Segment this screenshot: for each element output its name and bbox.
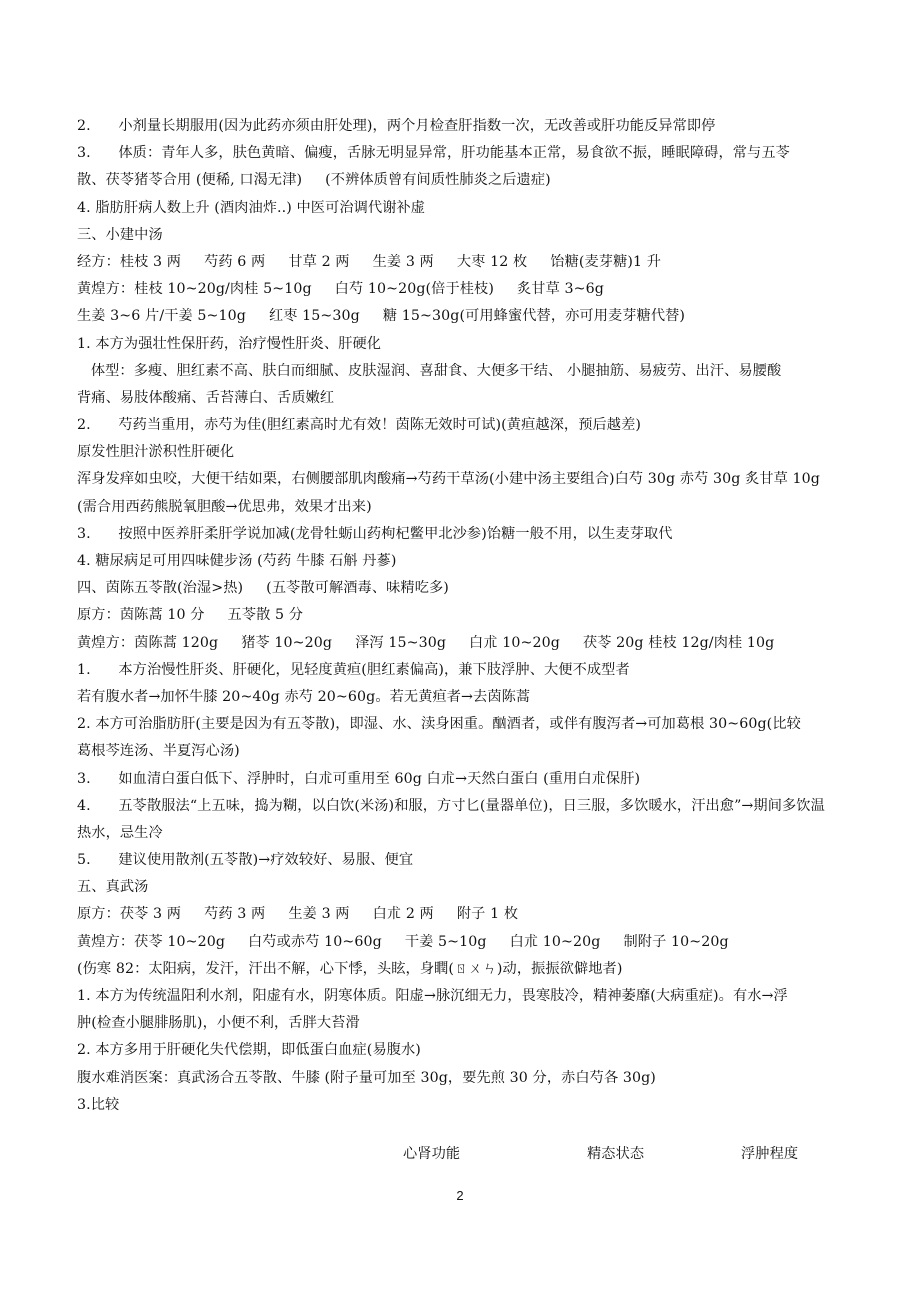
document-body	[77, 113, 867, 1119]
text-line: 热水，忌生冷	[77, 824, 163, 841]
text-line: 2. 本方多用于肝硬化失代偿期，即低蛋白血症(易腹水)	[77, 1042, 421, 1059]
text-line: 3. 按照中医养肝柔肝学说加减(龙骨牡蛎山药枸杞鳖甲北沙参)饴糖一般不用，以生麦芽取代	[77, 525, 673, 542]
text-line: 浑身发痒如虫咬，大便干结如栗，右侧腰部肌肉酸痛→芍药干草汤(小建中汤主要组合)白芍 30g 赤芍 30g 炙甘草 10g	[77, 471, 820, 488]
text-line: 黄煌方：桂枝 10~20g/肉桂 5~10g 白芍 10~20g(倍于桂枝) 炙甘草 3~6g	[77, 281, 604, 298]
text-line: 3. 如血清白蛋白低下、浮肿时，白朮可重用至 60g 白朮→天然白蛋白 (重用白朮保肝)	[77, 770, 641, 787]
text-line: (需合用西药熊脱氧胆酸→优思弗，效果才出来)	[77, 498, 372, 515]
text-line: 3. 体质：青年人多，肤色黄暗、偏瘦，舌脉无明显异常，肝功能基本正常，易食欲不振，睡眠障碍，常与五苓	[77, 145, 790, 162]
text-line: 三、小建中汤	[77, 226, 163, 243]
text-line: 体型：多瘦、胆红素不高、肤白而细腻、皮肤湿润、喜甜食、大便多干结、 小腿抽筋、易疲劳、出汗、易腰酸	[77, 362, 782, 379]
text-line: 2. 本方可治脂肪肝(主要是因为有五苓散)，即湿、水、渎身困重。酗酒者，或伴有腹泻者→可加葛根 30~60g(比较	[77, 716, 801, 733]
text-line: 肿(检查小腿腓肠肌)，小便不利，舌胖大苔滑	[77, 1015, 360, 1032]
text-line: 2. 芍药当重用，赤芍为佳(胆红素高时尤有效！茵陈无效时可试)(黄疸越深，预后越差)	[77, 417, 642, 434]
text-line: 4. 五苓散服法“上五味，捣为糊，以白饮(米汤)和服，方寸匕(量器单位)，日三服，多饮暖水，汗出愈”→期间多饮温	[77, 797, 825, 814]
text-line: 黄煌方：茵陈蒿 120g 猪苓 10~20g 泽泻 15~30g 白朮 10~20g 茯苓 20g 桂枝 12g/肉桂 10g	[77, 634, 775, 651]
text-line: 背痛、易肢体酸痛、舌苔薄白、舌质嫩红	[77, 389, 335, 406]
column-header-edema-degree: 浮肿程度	[741, 1146, 799, 1162]
text-line: 2. 小剂量长期服用(因为此药亦须由肝处理)，两个月检查肝指数一次，无改善或肝功能反异常即停	[77, 118, 716, 134]
text-line: 原发性胆汁淤积性肝硬化	[77, 444, 235, 461]
text-line: 经方：桂枝 3 两 芍药 6 两 甘草 2 两 生姜 3 两 大枣 12 枚 饴糖(麦芽糖)1 升	[77, 253, 662, 270]
text-line: 若有腹水者→加怀牛膝 20~40g 赤芍 20~60g。若无黄疸者→去茵陈蒿	[77, 688, 531, 705]
text-line: 1. 本方为强壮性保肝药，治疗慢性肝炎、肝硬化	[77, 335, 382, 352]
text-line: 四、茵陈五苓散(治湿>热) (五苓散可解酒毒、味精吃多)	[77, 580, 449, 597]
text-line: 散、茯苓猪苓合用 (便稀, 口渴无津) (不辨体质曾有间质性肺炎之后遗症)	[77, 172, 551, 189]
text-line: 黄煌方：茯苓 10~20g 白芍或赤芍 10~60g 干姜 5~10g 白朮 10~20g 制附子 10~20g	[77, 933, 729, 950]
comparison-table-header	[0, 1143, 920, 1167]
text-line: 生姜 3~6 片/干姜 5~10g 红枣 15~30g 糖 15~30g(可用蜂蜜代替，亦可用麦芽糖代替)	[77, 308, 686, 325]
text-line: 原方：茯苓 3 两 芍药 3 两 生姜 3 两 白朮 2 两 附子 1 枚	[77, 906, 519, 923]
text-line: 1. 本方为传统温阳利水剂，阳虚有水，阴寒体质。阳虚→脉沉细无力，畏寒肢冷，精神萎靡(大病重症)。有水→浮	[77, 988, 788, 1004]
text-line: (伤寒 82：太阳病，发汗，汗出不解，心下悸，头眩，身瞤(ㄖㄨㄣ)动，振振欲僻地者)	[77, 960, 623, 977]
text-line: 3.比较	[77, 1096, 120, 1113]
text-line: 5. 建议使用散剂(五苓散)→疗效较好、易服、便宜	[77, 852, 414, 869]
text-line: 五、真武汤	[77, 879, 149, 896]
text-line: 原方：茵陈蒿 10 分 五苓散 5 分	[77, 607, 304, 624]
column-header-spirit-state: 精态状态	[587, 1146, 645, 1162]
column-header-heart-kidney: 心肾功能	[403, 1146, 461, 1162]
text-line: 1. 本方治慢性肝炎、肝硬化，见轻度黄疸(胆红素偏高)，兼下肢浮肿、大便不成型者	[77, 661, 630, 678]
page-number: 2	[456, 1188, 464, 1203]
text-line: 4. 糖尿病足可用四味健步汤 (芍药 牛膝 石斛 丹蔘)	[77, 553, 397, 569]
text-line: 腹水难消医案：真武汤合五苓散、牛膝 (附子量可加至 30g，要先煎 30 分，赤白芍各 30g)	[77, 1069, 656, 1086]
text-line: 葛根芩连汤、半夏泻心汤)	[77, 743, 240, 760]
text-line: 4. 脂肪肝病人数上升 (酒肉油炸..) 中医可治调代谢补虚	[77, 199, 426, 216]
